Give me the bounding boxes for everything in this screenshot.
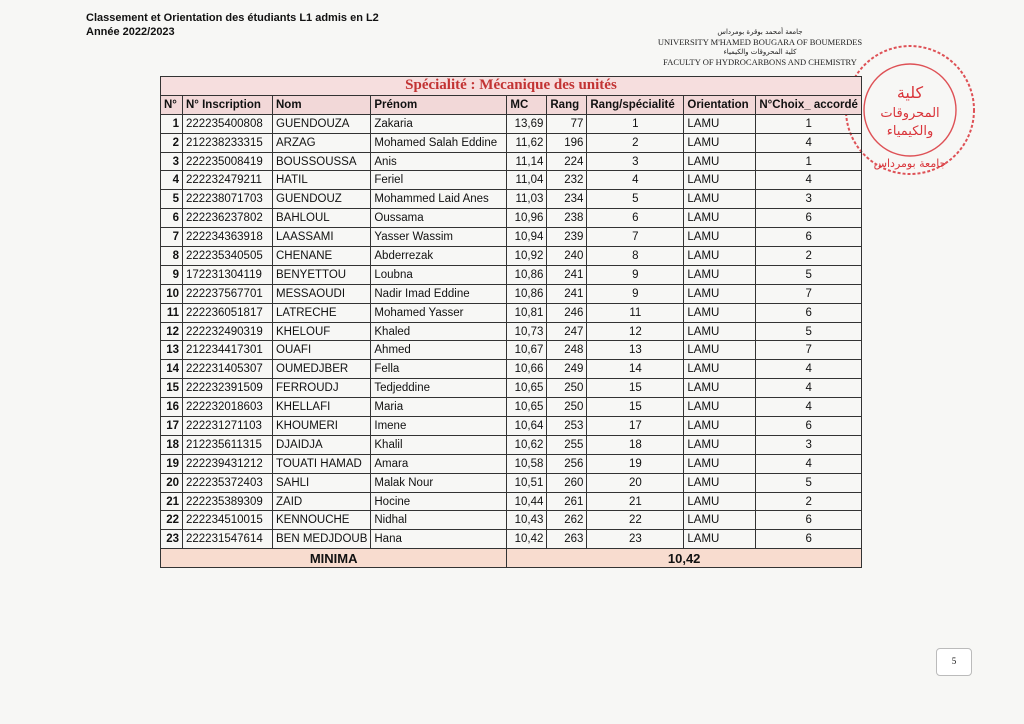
choix-cell: 4 [756, 171, 862, 190]
row-number: 10 [161, 284, 183, 303]
row-number: 7 [161, 228, 183, 247]
table-row [161, 265, 862, 284]
mc-cell: 10,96 [507, 209, 547, 228]
page-number: 5 [936, 648, 972, 676]
rang-specialite-cell: 3 [587, 152, 684, 171]
rang-cell: 250 [547, 398, 587, 417]
mc-cell: 11,14 [507, 152, 547, 171]
rang-specialite-cell: 1 [587, 114, 684, 133]
prenom-cell: Khaled [371, 322, 507, 341]
column-header: MC [507, 95, 547, 114]
rang-cell: 253 [547, 417, 587, 436]
rang-specialite-cell: 15 [587, 379, 684, 398]
university-name-en: UNIVERSITY M'HAMED BOUGARA OF BOUMERDES [657, 37, 863, 47]
row-number: 3 [161, 152, 183, 171]
mc-cell: 10,66 [507, 360, 547, 379]
prenom-cell: Hocine [371, 492, 507, 511]
nom-cell: CHENANE [273, 247, 371, 266]
orientation-cell: LAMU [684, 360, 756, 379]
choix-cell: 7 [756, 284, 862, 303]
nom-cell: OUMEDJBER [273, 360, 371, 379]
inscription-cell: 222238071703 [183, 190, 273, 209]
orientation-cell: LAMU [684, 247, 756, 266]
row-number: 11 [161, 303, 183, 322]
choix-cell: 4 [756, 454, 862, 473]
table-row [161, 473, 862, 492]
rang-specialite-cell: 19 [587, 454, 684, 473]
rang-cell: 238 [547, 209, 587, 228]
inscription-cell: 222237567701 [183, 284, 273, 303]
nom-cell: KHELOUF [273, 322, 371, 341]
prenom-cell: Loubna [371, 265, 507, 284]
nom-cell: HATIL [273, 171, 371, 190]
rang-specialite-cell: 22 [587, 511, 684, 530]
choix-cell: 2 [756, 492, 862, 511]
inscription-cell: 222232391509 [183, 379, 273, 398]
nom-cell: LATRECHE [273, 303, 371, 322]
choix-cell: 4 [756, 379, 862, 398]
prenom-cell: Mohamed Yasser [371, 303, 507, 322]
minima-row [161, 549, 862, 568]
row-number: 22 [161, 511, 183, 530]
orientation-cell: LAMU [684, 133, 756, 152]
stamp-line-1: كلية [896, 83, 924, 102]
rang-cell: 260 [547, 473, 587, 492]
table-caption: Spécialité : Mécanique des unités [161, 77, 862, 96]
prenom-cell: Imene [371, 417, 507, 436]
column-header: Nom [273, 95, 371, 114]
choix-cell: 2 [756, 247, 862, 266]
nom-cell: TOUATI HAMAD [273, 454, 371, 473]
prenom-cell: Fella [371, 360, 507, 379]
rang-cell: 263 [547, 530, 587, 549]
prenom-cell: Maria [371, 398, 507, 417]
orientation-cell: LAMU [684, 511, 756, 530]
nom-cell: ZAID [273, 492, 371, 511]
column-header: N° Inscription [183, 95, 273, 114]
table-row [161, 171, 862, 190]
minima-value: 10,42 [507, 549, 862, 568]
nom-cell: GUENDOUZ [273, 190, 371, 209]
orientation-cell: LAMU [684, 190, 756, 209]
rang-specialite-cell: 15 [587, 398, 684, 417]
table-row [161, 152, 862, 171]
inscription-cell: 222231405307 [183, 360, 273, 379]
prenom-cell: Yasser Wassim [371, 228, 507, 247]
choix-cell: 6 [756, 530, 862, 549]
orientation-cell: LAMU [684, 114, 756, 133]
prenom-cell: Amara [371, 454, 507, 473]
rang-specialite-cell: 11 [587, 303, 684, 322]
choix-cell: 7 [756, 341, 862, 360]
rang-specialite-cell: 12 [587, 322, 684, 341]
row-number: 12 [161, 322, 183, 341]
table-row [161, 247, 862, 266]
nom-cell: KENNOUCHE [273, 511, 371, 530]
table-row [161, 530, 862, 549]
choix-cell: 6 [756, 303, 862, 322]
inscription-cell: 222231271103 [183, 417, 273, 436]
nom-cell: ARZAG [273, 133, 371, 152]
column-header: Prénom [371, 95, 507, 114]
mc-cell: 10,73 [507, 322, 547, 341]
rang-specialite-cell: 20 [587, 473, 684, 492]
orientation-cell: LAMU [684, 530, 756, 549]
orientation-cell: LAMU [684, 228, 756, 247]
inscription-cell: 212234417301 [183, 341, 273, 360]
nom-cell: MESSAOUDI [273, 284, 371, 303]
mc-cell: 10,65 [507, 398, 547, 417]
prenom-cell: Ahmed [371, 341, 507, 360]
choix-cell: 3 [756, 190, 862, 209]
mc-cell: 10,62 [507, 435, 547, 454]
table-row [161, 228, 862, 247]
nom-cell: SAHLI [273, 473, 371, 492]
row-number: 23 [161, 530, 183, 549]
mc-cell: 11,62 [507, 133, 547, 152]
prenom-cell: Mohamed Salah Eddine [371, 133, 507, 152]
prenom-cell: Zakaria [371, 114, 507, 133]
choix-cell: 6 [756, 228, 862, 247]
rang-specialite-cell: 5 [587, 190, 684, 209]
nom-cell: BENYETTOU [273, 265, 371, 284]
row-number: 13 [161, 341, 183, 360]
mc-cell: 10,92 [507, 247, 547, 266]
rang-specialite-cell: 7 [587, 228, 684, 247]
inscription-cell: 222235372403 [183, 473, 273, 492]
orientation-cell: LAMU [684, 417, 756, 436]
rang-cell: 240 [547, 247, 587, 266]
inscription-cell: 222231547614 [183, 530, 273, 549]
inscription-cell: 222232490319 [183, 322, 273, 341]
orientation-cell: LAMU [684, 322, 756, 341]
choix-cell: 5 [756, 473, 862, 492]
title-line-1: Classement et Orientation des étudiants L1 admis en L2 [86, 12, 379, 24]
table-row [161, 360, 862, 379]
mc-cell: 10,64 [507, 417, 547, 436]
nom-cell: LAASSAMI [273, 228, 371, 247]
rang-cell: 255 [547, 435, 587, 454]
choix-cell: 4 [756, 360, 862, 379]
row-number: 18 [161, 435, 183, 454]
row-number: 6 [161, 209, 183, 228]
row-number: 17 [161, 417, 183, 436]
inscription-cell: 172231304119 [183, 265, 273, 284]
orientation-cell: LAMU [684, 171, 756, 190]
rang-cell: 256 [547, 454, 587, 473]
rang-specialite-cell: 23 [587, 530, 684, 549]
table-row [161, 417, 862, 436]
mc-cell: 11,04 [507, 171, 547, 190]
orientation-cell: LAMU [684, 454, 756, 473]
row-number: 21 [161, 492, 183, 511]
inscription-cell: 222232018603 [183, 398, 273, 417]
mc-cell: 10,42 [507, 530, 547, 549]
students-table [160, 76, 862, 568]
table-row [161, 133, 862, 152]
rang-cell: 248 [547, 341, 587, 360]
rang-specialite-cell: 9 [587, 284, 684, 303]
faculty-name-ar: كلية المحروقات والكيمياء [723, 48, 797, 56]
inscription-cell: 222235389309 [183, 492, 273, 511]
nom-cell: GUENDOUZA [273, 114, 371, 133]
title-line-2: Année 2022/2023 [86, 26, 175, 38]
nom-cell: BEN MEDJDOUB [273, 530, 371, 549]
choix-cell: 4 [756, 133, 862, 152]
mc-cell: 10,44 [507, 492, 547, 511]
prenom-cell: Nidhal [371, 511, 507, 530]
column-header: N° [161, 95, 183, 114]
prenom-cell: Nadir Imad Eddine [371, 284, 507, 303]
nom-cell: KHELLAFI [273, 398, 371, 417]
row-number: 1 [161, 114, 183, 133]
rang-cell: 247 [547, 322, 587, 341]
prenom-cell: Tedjeddine [371, 379, 507, 398]
table-row [161, 284, 862, 303]
nom-cell: BOUSSOUSSA [273, 152, 371, 171]
rang-cell: 224 [547, 152, 587, 171]
inscription-cell: 222235340505 [183, 247, 273, 266]
column-header: Rang [547, 95, 587, 114]
row-number: 15 [161, 379, 183, 398]
orientation-cell: LAMU [684, 303, 756, 322]
row-number: 2 [161, 133, 183, 152]
choix-cell: 4 [756, 398, 862, 417]
choix-cell: 1 [756, 114, 862, 133]
rang-specialite-cell: 14 [587, 360, 684, 379]
table-row [161, 322, 862, 341]
table-row [161, 303, 862, 322]
nom-cell: BAHLOUL [273, 209, 371, 228]
mc-cell: 10,43 [507, 511, 547, 530]
orientation-cell: LAMU [684, 379, 756, 398]
nom-cell: OUAFI [273, 341, 371, 360]
inscription-cell: 222235400808 [183, 114, 273, 133]
orientation-cell: LAMU [684, 284, 756, 303]
orientation-cell: LAMU [684, 398, 756, 417]
rang-cell: 241 [547, 265, 587, 284]
inscription-cell: 222235008419 [183, 152, 273, 171]
prenom-cell: Feriel [371, 171, 507, 190]
row-number: 8 [161, 247, 183, 266]
prenom-cell: Oussama [371, 209, 507, 228]
mc-cell: 11,03 [507, 190, 547, 209]
stamp-ring-text: جامعة بومرداس [873, 157, 947, 170]
rang-specialite-cell: 17 [587, 417, 684, 436]
table-row [161, 190, 862, 209]
rang-cell: 232 [547, 171, 587, 190]
choix-cell: 5 [756, 265, 862, 284]
orientation-cell: LAMU [684, 492, 756, 511]
faculty-name-en: FACULTY OF HYDROCARBONS AND CHEMISTRY [663, 57, 857, 67]
orientation-cell: LAMU [684, 209, 756, 228]
table-row [161, 379, 862, 398]
row-number: 16 [161, 398, 183, 417]
prenom-cell: Abderrezak [371, 247, 507, 266]
rang-cell: 234 [547, 190, 587, 209]
orientation-cell: LAMU [684, 152, 756, 171]
inscription-cell: 222234510015 [183, 511, 273, 530]
choix-cell: 5 [756, 322, 862, 341]
column-header: Orientation [684, 95, 756, 114]
rang-specialite-cell: 6 [587, 209, 684, 228]
mc-cell: 10,67 [507, 341, 547, 360]
mc-cell: 13,69 [507, 114, 547, 133]
choix-cell: 6 [756, 209, 862, 228]
orientation-cell: LAMU [684, 341, 756, 360]
inscription-cell: 222236051817 [183, 303, 273, 322]
prenom-cell: Khalil [371, 435, 507, 454]
rang-specialite-cell: 9 [587, 265, 684, 284]
mc-cell: 10,58 [507, 454, 547, 473]
nom-cell: FERROUDJ [273, 379, 371, 398]
choix-cell: 6 [756, 511, 862, 530]
rang-cell: 262 [547, 511, 587, 530]
mc-cell: 10,81 [507, 303, 547, 322]
rang-cell: 196 [547, 133, 587, 152]
orientation-cell: LAMU [684, 435, 756, 454]
row-number: 4 [161, 171, 183, 190]
prenom-cell: Mohammed Laid Anes [371, 190, 507, 209]
table-row [161, 511, 862, 530]
nom-cell: KHOUMERI [273, 417, 371, 436]
row-number: 9 [161, 265, 183, 284]
inscription-cell: 212235611315 [183, 435, 273, 454]
rang-specialite-cell: 8 [587, 247, 684, 266]
minima-label: MINIMA [161, 549, 507, 568]
mc-cell: 10,51 [507, 473, 547, 492]
inscription-cell: 222239431212 [183, 454, 273, 473]
rang-cell: 241 [547, 284, 587, 303]
orientation-cell: LAMU [684, 473, 756, 492]
row-number: 5 [161, 190, 183, 209]
mc-cell: 10,86 [507, 284, 547, 303]
rang-specialite-cell: 2 [587, 133, 684, 152]
column-header: Rang/spécialité [587, 95, 684, 114]
table-header-row [161, 95, 862, 114]
row-number: 20 [161, 473, 183, 492]
prenom-cell: Hana [371, 530, 507, 549]
rang-specialite-cell: 18 [587, 435, 684, 454]
rang-cell: 250 [547, 379, 587, 398]
stamp-line-3: والكيمياء [886, 124, 934, 139]
inscription-cell: 212238233315 [183, 133, 273, 152]
rang-cell: 249 [547, 360, 587, 379]
rang-cell: 261 [547, 492, 587, 511]
mc-cell: 10,86 [507, 265, 547, 284]
table-row [161, 341, 862, 360]
choix-cell: 3 [756, 435, 862, 454]
rang-cell: 246 [547, 303, 587, 322]
prenom-cell: Anis [371, 152, 507, 171]
choix-cell: 1 [756, 152, 862, 171]
inscription-cell: 222232479211 [183, 171, 273, 190]
stamp-line-2: المحروقات [880, 106, 940, 121]
column-header: N°Choix_ accordé [756, 95, 862, 114]
table-row [161, 209, 862, 228]
prenom-cell: Malak Nour [371, 473, 507, 492]
university-name-ar: جامعة أمحمد بوقرة بومرداس [717, 28, 803, 36]
row-number: 14 [161, 360, 183, 379]
nom-cell: DJAIDJA [273, 435, 371, 454]
rang-cell: 77 [547, 114, 587, 133]
document-title [86, 11, 379, 39]
inscription-cell: 222236237802 [183, 209, 273, 228]
table-row [161, 114, 862, 133]
rang-specialite-cell: 21 [587, 492, 684, 511]
table-row [161, 398, 862, 417]
inscription-cell: 222234363918 [183, 228, 273, 247]
rang-specialite-cell: 13 [587, 341, 684, 360]
table-row [161, 454, 862, 473]
choix-cell: 6 [756, 417, 862, 436]
orientation-cell: LAMU [684, 265, 756, 284]
rang-specialite-cell: 4 [587, 171, 684, 190]
row-number: 19 [161, 454, 183, 473]
table-row [161, 435, 862, 454]
table-row [161, 492, 862, 511]
mc-cell: 10,65 [507, 379, 547, 398]
mc-cell: 10,94 [507, 228, 547, 247]
rang-cell: 239 [547, 228, 587, 247]
